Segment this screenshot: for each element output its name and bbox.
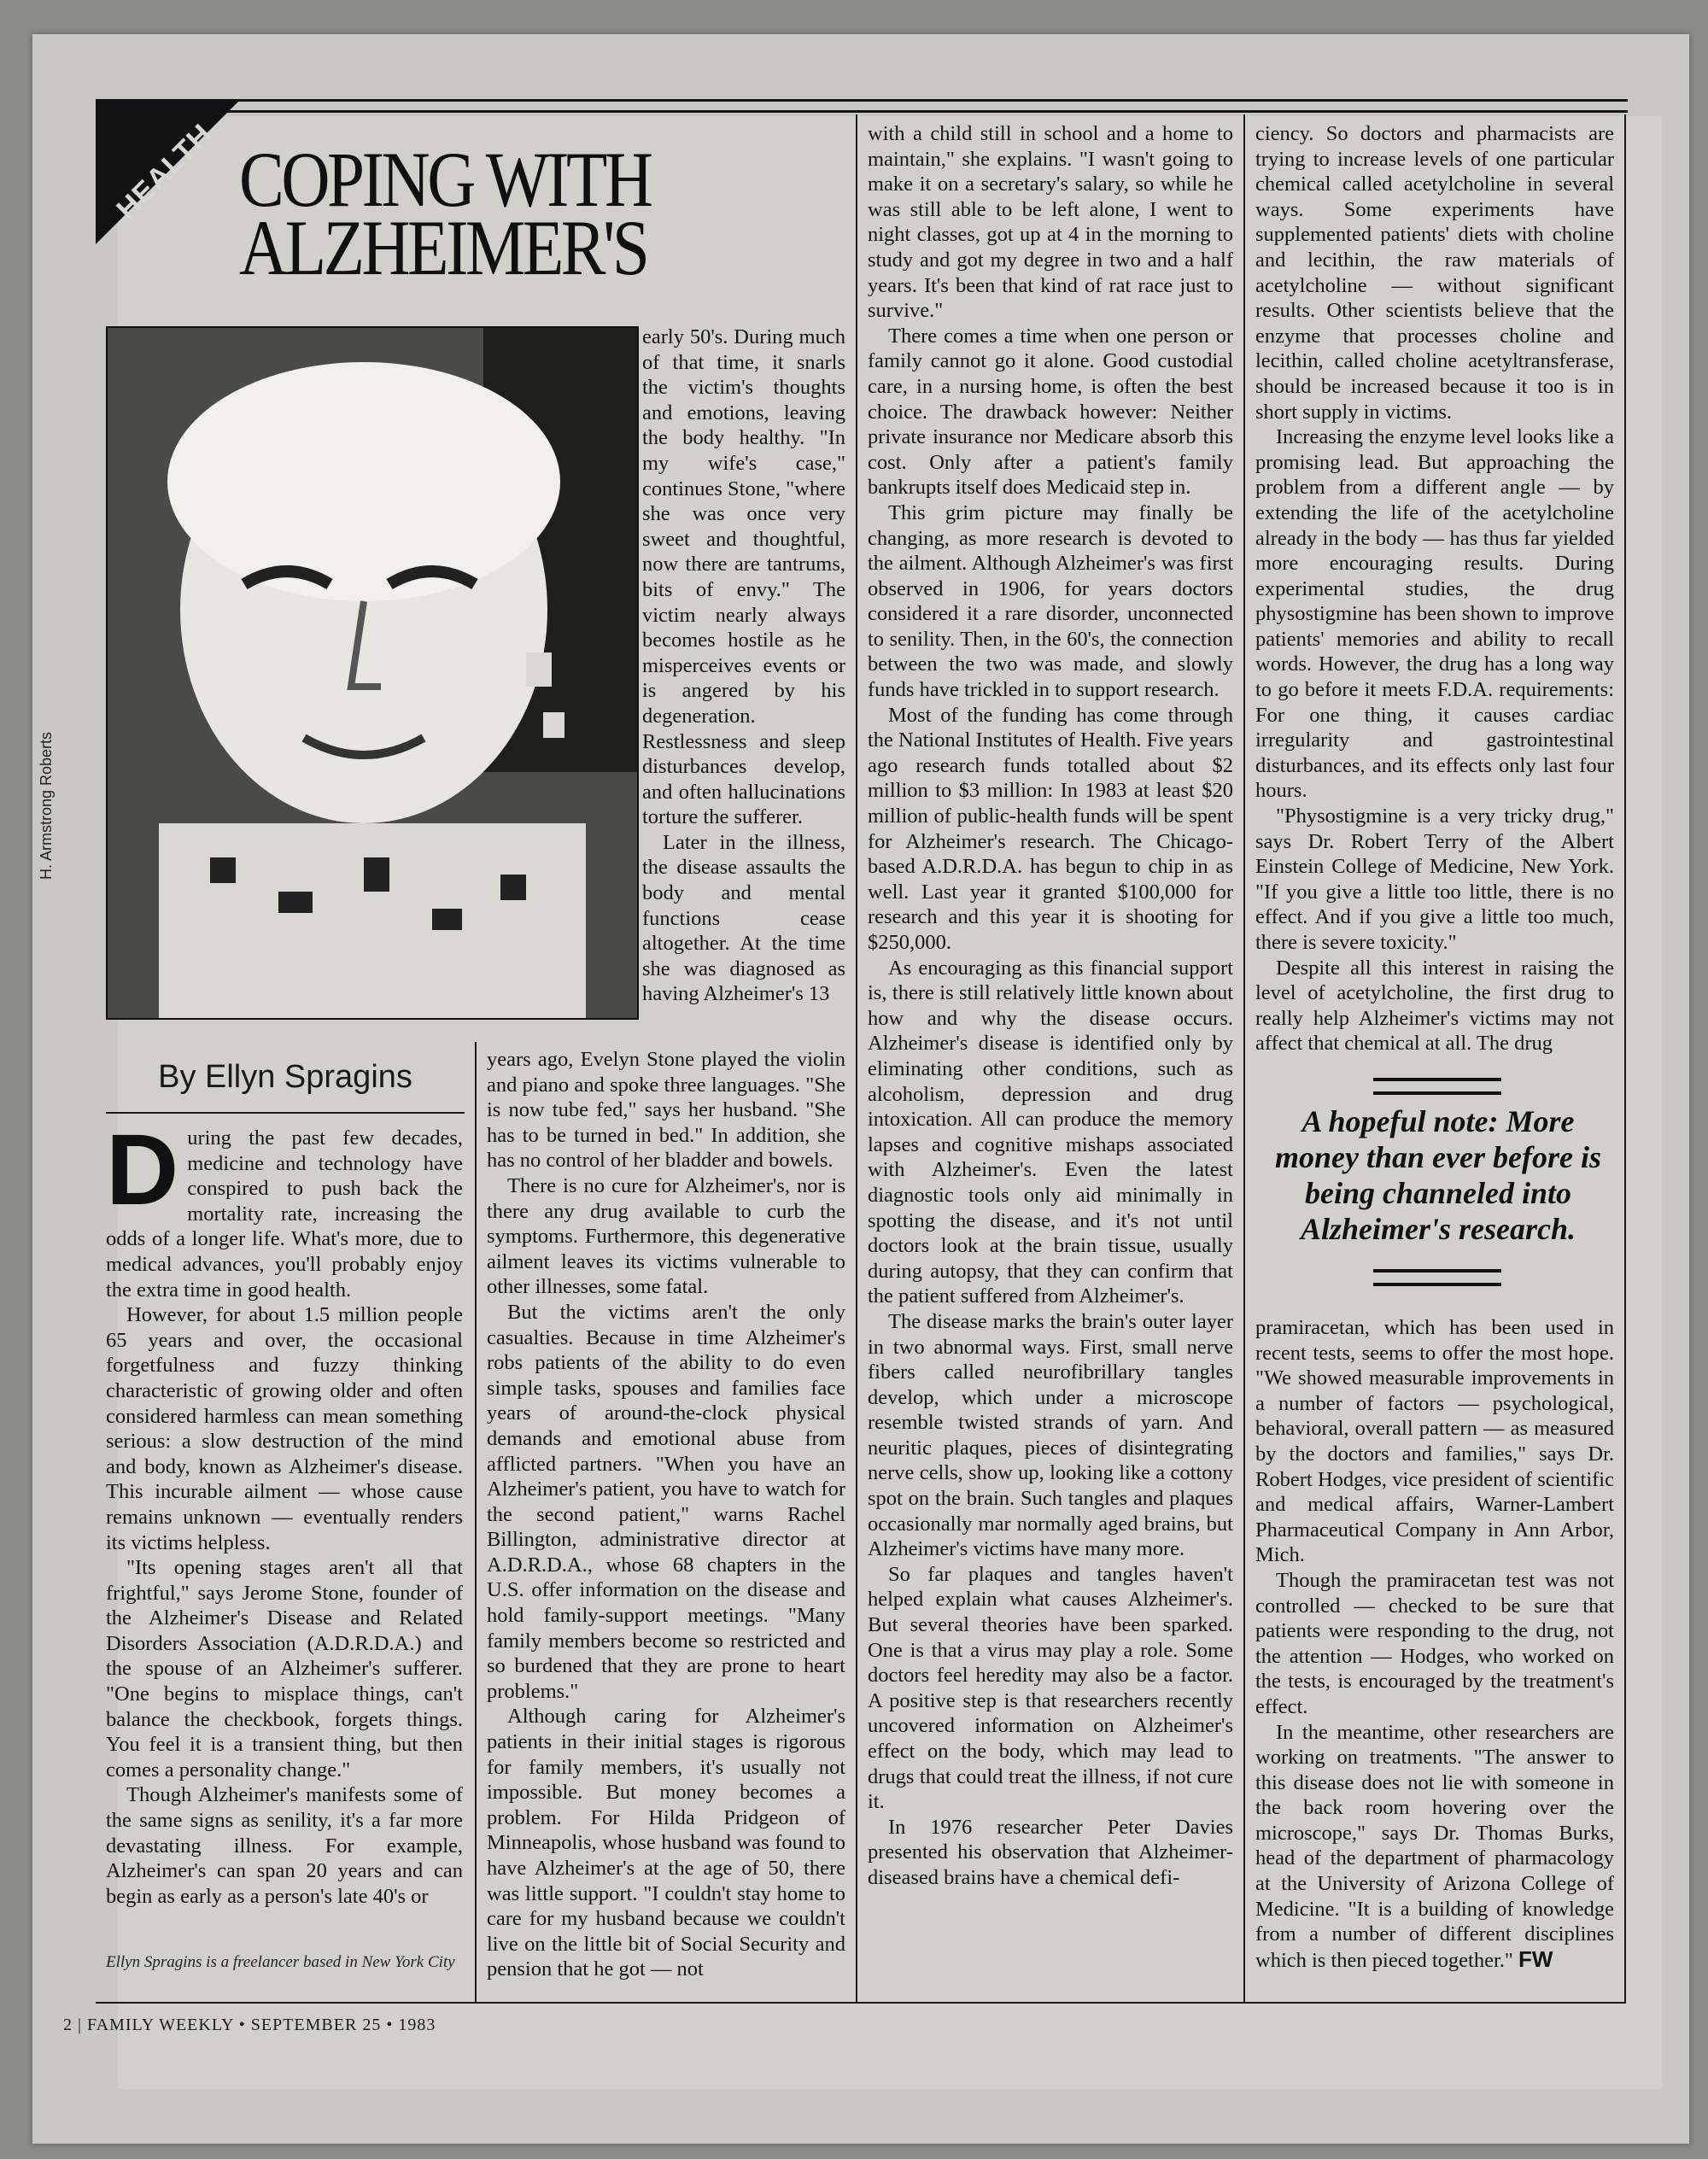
paragraph: During the past few decades, medicine and technology have conspired to push back the mortality rate, increasing the odds of a longer life. What's more, due to medical advances, you'll probably enjoy the extra time in good health. [106,1114,463,1302]
paragraph: As encouraging as this financial support is, there is still relatively little known about how and why the disease occurs. Alzheimer's disease is identified only by eliminating other conditions, such as alcoholism, depression and drug intoxication. All can produce the memory lapses and cognitive mishaps associated with Alzheimer's. Even the latest diagnostic tools only aid minimally in spotting the disease, and it's not until doctors look at the brain tissue, usually during autopsy, that they can confirm that the patient suffered from Alzheimer's. [868,956,1233,1308]
paragraph: However, for about 1.5 million people 65 years and over, the occasional forgetfulness and fuzzy thinking characteristic of growing older and often considered harmless can mean something serious: a slow destruction of the mind and body, known as Alzheimer's disease. This incurable ailment — whose cause remains unknown — eventually renders its victims helpless. [106,1303,463,1554]
paragraph: pramiracetan, which has been used in recent tests, seems to offer the most hope. "We showed measurable improvements in a number of factors — psychological, behavioral, overall pattern — as measured by the doctors and families," says Dr. Robert Hodges, vice president of scientific and medical affairs, Warner-Lambert Pharmaceutical Company in Ann Arbor, Mich. [1255,1316,1614,1567]
column-rule-2-3 [856,114,857,2002]
paragraph: In the meantime, other researchers are working on treatments. "The answer to this disease does not lie with someone in the back room hovering over the microscope," says Dr. Thomas Burks, head of the department of pharmacology at the University of Arizona College of Medicine. "It is a building of knowledge from a number of different disciplines which is then pieced together." FW [1255,1720,1614,1972]
paragraph: Despite all this interest in raising the level of acetylcholine, the first drug to really help Alzheimer's victims may not affect that chemical at all. The drug [1255,956,1614,1056]
pull-quote: A hopeful note: More money than ever before is being channeled into Alzheimer's research. [1275,1104,1601,1246]
portrait-photo [106,326,639,1020]
bottom-rule [96,2002,1626,2004]
end-mark: FW [1518,1945,1553,1972]
paragraph: In 1976 researcher Peter Davies presented his observation that Alzheimer-diseased brains have a chemical defi- [868,1815,1233,1889]
column-2-bottom [487,1047,845,1982]
top-double-rule [96,99,1628,113]
byline: By Ellyn Spragins [158,1059,412,1095]
column-3 [868,121,1233,1891]
paragraph: Though the pramiracetan test was not controlled — checked to be sure that patients were responding to the drug, not the attention — Hodges, who worked on the tests, is encouraged by the treatment's effect. [1255,1568,1614,1718]
paragraph: Most of the funding has come through the National Institutes of Health. Five years ago research funds totalled about $2 million to $3 million: In 1983 at least $20 million of public-health funds will be spent for Alzheimer's research. The Chicago-based A.D.R.D.A. has begun to chip in as well. Last year it granted $100,000 for research and this year it is shooting for $250,000. [868,703,1233,954]
paragraph: So far plaques and tangles haven't helped explain what causes Alzheimer's. But several theories have been sparked. One is that a virus may play a role. Some doctors feel heredity may also be a factor. A positive step is that researchers recently uncovered information on Alzheimer's effect on the body, which may lead to drugs that could treat the illness, if not cure it. [868,1562,1233,1814]
portrait-image [108,328,637,1018]
drop-cap: D [106,1114,179,1226]
page-footer: 2 | FAMILY WEEKLY • SEPTEMBER 25 • 1983 [63,2016,436,2034]
paragraph: Later in the illness, the disease assaults the body and mental functions cease altogether. At the time she was diagnosed as having Alzheimer's 13 [642,830,845,1006]
paragraph: Although caring for Alzheimer's patients in their initial stages is rigorous for family members, it's usually not impossible. But money becomes a problem. For Hilda Pridgeon of Minneapolis, whose husband was found to have Alzheimer's at the age of 50, there was little support. "I couldn't stay home to care for my husband because we couldn't live on the little bit of Social Security and pension that he got — not [487,1705,845,1981]
pull-quote-rule-top [1373,1078,1501,1095]
paragraph: ciency. So doctors and pharmacists are trying to increase levels of one particular chemical called acetylcholine in several ways. Some experiments have supplemented patients' diets with choline and lecithin, the raw materials of acetylcholine — without significant results. Other scientists believe that the enzyme that processes choline and lecithin, called choline acetyltransferase, should be increased because it too is in short supply in victims. [1255,122,1614,424]
right-border-rule [1624,114,1626,2002]
pull-quote-rule-bottom [1373,1269,1501,1286]
column-rule-1-2 [475,1042,477,2002]
photo-credit: H. Armstrong Roberts [38,731,55,880]
paragraph: Though Alzheimer's manifests some of the same signs as senility, it's a far more devastating illness. For example, Alzheimer's can span 20 years and can begin as early as a person's late 40's or [106,1783,463,1908]
paragraph: with a child still in school and a home to maintain," she explains. "I wasn't going to make it on a secretary's salary, so while he was still able to be left alone, I went to night classes, got up at 4 in the morning to study and got my degree in two and a half years. It's been that kind of rat race just to survive." [868,122,1233,323]
paragraph: There is no cure for Alzheimer's, nor is there any drug available to curb the symptoms. Furthermore, this degenerative ailment leaves its victims vulnerable to other illnesses, some fatal. [487,1173,845,1299]
section-label: HEALTH [110,117,219,226]
column-4-bottom [1255,1315,1614,1973]
paragraph: This grim picture may finally be changing, as more research is devoted to the ailment. Although Alzheimer's was first observed in 1906, for years doctors considered it a rare disorder, unconnected to senility. Then, in the 60's, the connection between the two was made, and slowly funds have trickled in to support research. [868,500,1233,702]
paragraph: years ago, Evelyn Stone played the violin and piano and spoke three languages. "She is now tube fed," says her husband. "She has to be turned in bed." In addition, she has no control of her bladder and bowels. [487,1048,845,1173]
author-bio: Ellyn Spragins is a freelancer based in New York City [106,1953,455,1971]
column-4-top [1255,121,1614,1056]
paragraph: But the victims aren't the only casualties. Because in time Alzheimer's robs patients of the ability to do even simple tasks, spouses and families face years of around-the-clock physical demands and emotional abuse from afflicted partners. "When you have an Alzheimer's patient, you have to watch for the second patient," warns Rachel Billington, administrative director at A.D.R.D.A., whose 68 chapters in the U.S. offer information on the disease and hold family-support meetings. "Many family members become so restricted and so burdened that they are prone to heart problems." [487,1300,845,1703]
headline-line-2: ALZHEIMER'S [239,204,647,291]
column-rule-3-4 [1243,114,1245,2002]
paragraph: early 50's. During much of that time, it snarls the victim's thoughts and emotions, leaving the body healthy. "In my wife's case," continues Stone, "where she was once very sweet and thoughtful, now there are tantrums, bits of envy." The victim nearly always becomes hostile as he misperceives events or is angered by his degeneration. Restlessness and sleep disturbances develop, and often hallucinations torture the sufferer. [642,325,845,829]
paragraph: "Its opening stages aren't all that frightful," says Jerome Stone, founder of the Alzheimer's Disease and Related Disorders Association (A.D.R.D.A.) and the spouse of an Alzheimer's sufferer. "One begins to misplace things, can't balance the checkbook, forgets things. You feel it is a transient thing, but then comes a personality change." [106,1556,463,1782]
headline-line-1: COPING WITH [239,136,651,223]
paragraph: There comes a time when one person or family cannot go it alone. Good custodial care, in a nursing home, is often the best choice. The drawback however: Neither private insurance nor Medicare absorb this cost. Only after a patient's family bankrupts itself does Medicaid step in. [868,324,1233,500]
column-2-top [642,325,845,1007]
paragraph: Increasing the enzyme level looks like a promising lead. But approaching the problem from a different angle — by extending the life of the acetylcholine already in the body — has thus far yielded more encouraging results. During experimental studies, the drug physostigmine has been shown to improve patients' memories and ability to recall words. However, the drug has a long way to go before it meets F.D.A. requirements: For one thing, it causes cardiac irregularity and gastrointestinal disturbances, and its effects only last four hours. [1255,425,1614,803]
paragraph: The disease marks the brain's outer layer in two abnormal ways. First, small nerve fibers called neurofibrillary tangles develop, which under a microscope resemble twisted strands of yarn. And neuritic plaques, pieces of disintegrating nerve cells, show up, looking like a cottony spot on the brain. Such tangles and plaques occasionally mar normally aged brains, but Alzheimer's victims have many more. [868,1309,1233,1561]
paragraph: "Physostigmine is a very tricky drug," says Dr. Robert Terry of the Albert Einstein College of Medicine, New York. "If you give a little too little, there is no effect. And if you give a little too much, there is severe toxicity." [1255,805,1614,954]
headline [239,136,694,291]
column-1 [106,1114,463,1909]
